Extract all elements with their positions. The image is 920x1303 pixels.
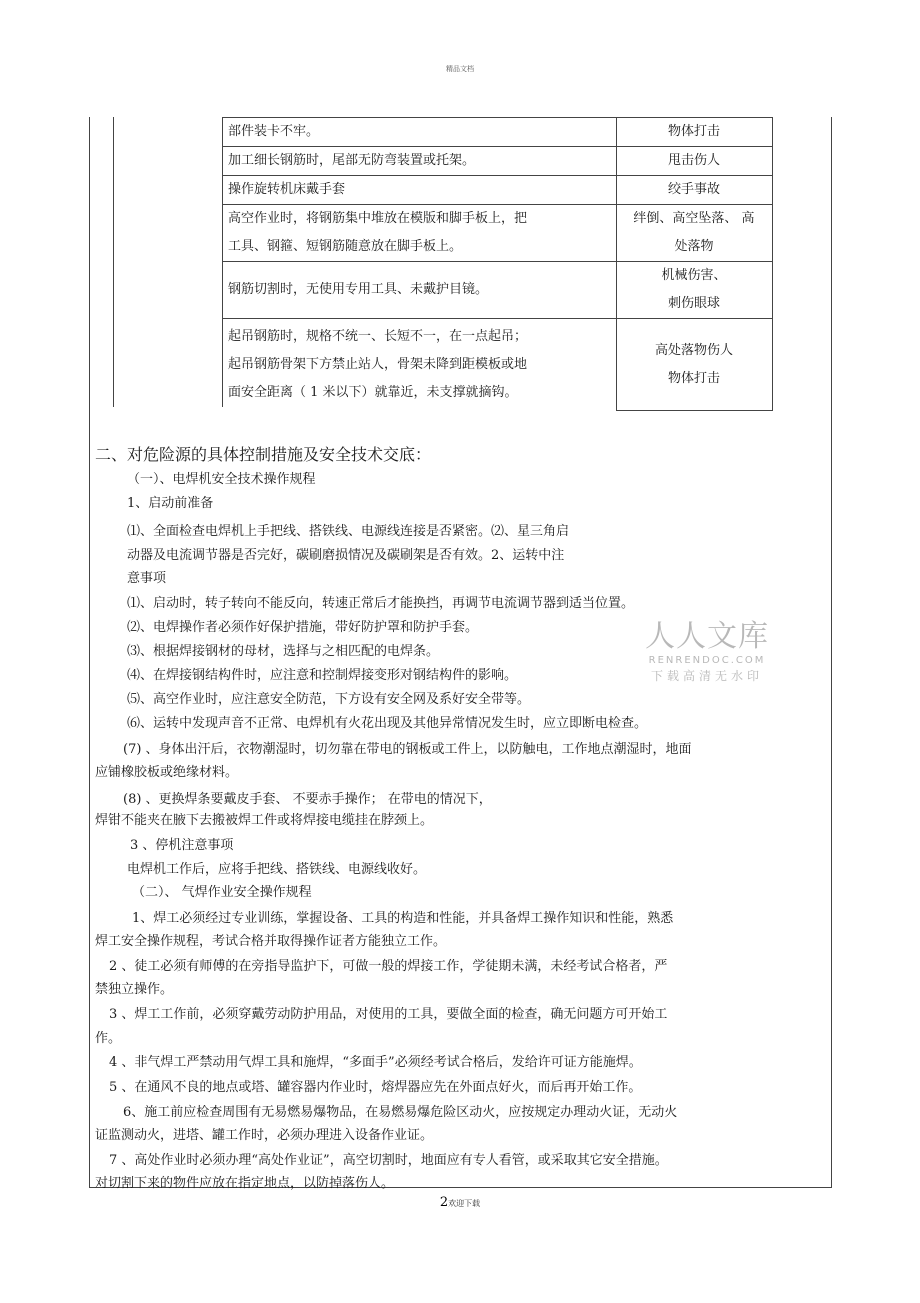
hazard-table [222,117,773,411]
watermark-slogan: 下载高清无水印 [650,669,763,683]
run-item: ⑹、运转中发现声音不正常、电焊机有火花出现及其他异常情况发生时，应立即断电检查。 [127,716,648,731]
activity-cell: 操作旋转机床戴手套 [222,176,616,205]
watermark-title: 人人文库 [645,619,769,654]
gas-item: 2 、徒工必须有师傅的在旁指导监护下，可做一般的焊接工作，学徒期未满，未经考试合格者，严 [109,959,668,974]
page-number: 2 [439,1195,449,1210]
table-row [222,176,772,205]
startup-heading: 1、启动前准备 [127,496,214,511]
activity-cell: 起吊钢筋时，规格不统一、长短不一，在一点起吊； 起吊钢筋骨架下方禁止站人，骨架未降到距模板或地 面安全距离（ 1 米以下）就靠近，未支撑就摘钩。 [222,319,616,411]
table-row [222,205,772,262]
table-left-line-1 [113,117,114,407]
gas-item-cont: 禁独立操作。 [95,982,174,997]
risk-cell: 绞手事故 [616,176,772,205]
run-item: ⑵、电焊操作者必须作好保护措施，带好防护罩和防护手套。 [127,620,479,635]
item-7-cont: 应铺橡胶板或绝缘材料。 [95,765,239,780]
watermark [645,620,769,684]
activity-cell: 加工细长钢筋时，尾部无防弯装置或托架。 [222,147,616,176]
gas-item: 3 、焊工工作前，必须穿戴劳动防护用品，对使用的工具，要做全面的检查，确无问题方可开始工 [109,1007,668,1022]
watermark-domain: RENRENDOC.COM [648,655,766,666]
shutdown-text: 电焊机工作后，应将手把线、搭铁线、电源线收好。 [127,862,427,877]
item-8-cont: 焊钳不能夹在腋下去搬被焊工件或将焊接电缆挂在脖颈上。 [95,813,434,828]
gas-item: 4 、非气焊工严禁动用气焊工具和施焊，“多面手”必须经考试合格后，发给许可证方能施焊。 [109,1055,642,1070]
header-mark: 精品文档 [446,65,474,73]
run-item: ⑴、启动时，转子转向不能反向，转速正常后才能换挡，再调节电流调节器到适当位置。 [127,596,635,611]
startup-line: 动器及电流调节器是否完好，碳刷磨损情况及碳刷架是否有效。2、运转中注 [127,548,565,563]
gas-item: 6、施工前应检查周围有无易燃易爆物品，在易燃易爆危险区动火，应按规定办理动火证，无动火 [123,1105,678,1120]
risk-cell: 绊倒、高空坠落、 高 处落物 [616,205,772,262]
table-row [222,319,772,411]
gas-item: 7 、高处作业时必须办理“高处作业证”，高空切割时，地面应有专人看管，或采取其它安全措施。 [109,1153,668,1168]
gas-item: 5 、在通风不良的地点或塔、罐容器内作业时，熔焊器应先在外面点好火，而后再开始工作。 [109,1080,642,1095]
gas-item: 1、焊工必须经过专业训练，掌握设备、工具的构造和性能，并具备焊工操作知识和性能，熟悉 [132,911,674,926]
gas-item-cont: 焊工安全操作规程，考试合格并取得操作证者方能独立工作。 [95,934,447,949]
shutdown-heading: 3 、停机注意事项 [130,838,234,853]
risk-cell: 高处落物伤人 物体打击 [616,319,772,411]
risk-cell: 甩击伤人 [616,147,772,176]
item-7: (7) 、身体出汗后，衣物潮湿时，切勿靠在带电的钢板或工件上，以防触电，工作地点潮湿时，地面 [123,742,692,757]
subsection-title-2: （二）、 气焊作业安全操作规程 [132,885,312,900]
section-title: 二、对危险源的具体控制措施及安全技术交底： [95,445,432,464]
startup-line: ⑴、全面检查电焊机上手把线、搭铁线、电源线连接是否紧密。⑵、星三角启 [127,524,570,539]
page-footer [0,1195,920,1210]
footer-text: 欢迎下载 [448,1199,481,1208]
table-row [222,118,772,147]
activity-cell: 高空作业时，将钢筋集中堆放在模版和脚手板上，把 工具、钢箍、短钢筋随意放在脚手板上。 [222,205,616,262]
table-row [222,147,772,176]
activity-cell: 钢筋切割时，无使用专用工具、未戴护目镜。 [222,262,616,319]
table-row [222,262,772,319]
risk-cell: 物体打击 [616,118,772,147]
gas-item-cont: 对切割下来的物件应放在指定地点，以防掉落伤人。 [95,1176,395,1191]
risk-cell: 机械伤害、 刺伤眼球 [616,262,772,319]
subsection-title-1: （一）、电焊机安全技术操作规程 [127,472,316,487]
item-8: (8) 、更换焊条要戴皮手套、 不要赤手操作； 在带电的情况下， [123,792,492,807]
startup-line: 意事项 [127,571,167,586]
gas-item-cont: 作。 [95,1031,122,1046]
run-item: ⑶、根据焊接钢材的母材，选择与之相匹配的电焊条。 [127,644,440,659]
gas-item-cont: 证监测动火，进塔、罐工作时，必须办理进入设备作业证。 [95,1128,434,1143]
run-item: ⑷、在焊接钢结构件时，应注意和控制焊接变形对钢结构件的影响。 [127,668,518,683]
activity-cell: 部件装卡不牢。 [222,118,616,147]
run-item: ⑸、高空作业时，应注意安全防范，下方设有安全网及系好安全带等。 [127,692,531,707]
